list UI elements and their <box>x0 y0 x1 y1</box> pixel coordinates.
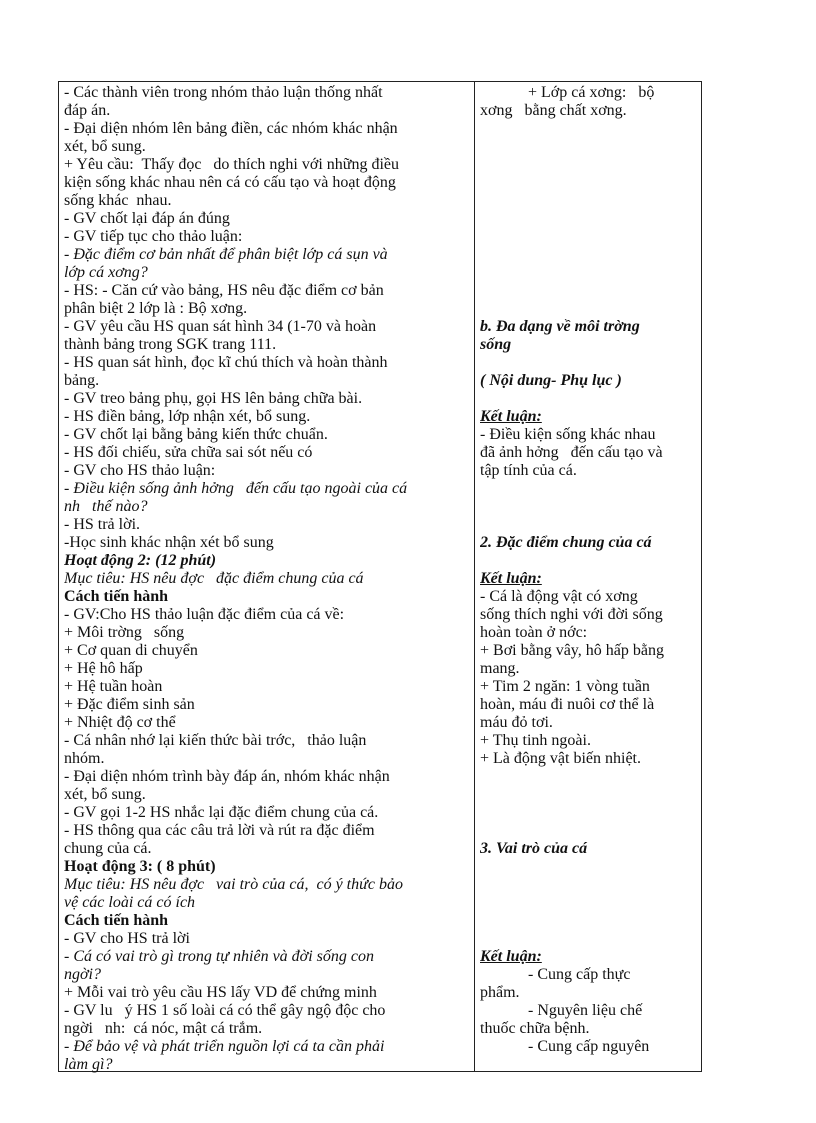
activity-line: Mục tiêu: HS nêu đợc đặc điểm chung của cá <box>64 570 364 587</box>
activities-column <box>64 84 470 1074</box>
activity-line: - GV chốt lại đáp án đúng <box>64 210 230 227</box>
content-line: đã ảnh hởng đến cấu tạo và <box>480 444 663 461</box>
activity-line: Cách tiến hành <box>64 912 169 929</box>
content-line <box>480 768 698 786</box>
activity-line: Hoạt động 3: ( 8 phút) <box>64 858 216 875</box>
content-line: tập tính của cá. <box>480 462 577 479</box>
activity-line: bảng. <box>64 372 100 389</box>
activity-line: ngời nh: cá nóc, mật cá trắm. <box>64 1020 263 1037</box>
content-line <box>480 498 698 516</box>
content-line <box>480 894 698 912</box>
content-line <box>480 876 698 894</box>
activity-line: vệ các loài cá có ích <box>64 894 196 911</box>
content-line: - Điều kiện sống khác nhau <box>480 426 656 443</box>
activity-line: - GV lu ý HS 1 số loài cá có thể gây ngộ độc cho <box>64 1002 386 1019</box>
content-line: + Là động vật biến nhiệt. <box>480 750 641 767</box>
activity-line: - Điều kiện sống ảnh hởng đến cấu tạo ngoài của cá <box>64 480 408 497</box>
content-line <box>480 930 698 948</box>
activity-line: sống khác nhau. <box>64 192 172 209</box>
content-line: + Lớp cá xơng: bộ <box>528 84 655 101</box>
activity-line: - GV yêu cầu HS quan sát hình 34 (1-70 và hoàn <box>64 318 377 335</box>
activity-line: + Hệ hô hấp <box>64 660 143 677</box>
activity-line: - Để bảo vệ và phát triển nguồn lợi cá ta cần phải <box>64 1038 385 1055</box>
activity-line: - Các thành viên trong nhóm thảo luận thống nhất <box>64 84 383 101</box>
activity-line: -Học sinh khác nhận xét bổ sung <box>64 534 274 551</box>
activity-line: phân biệt 2 lớp là : Bộ xơng. <box>64 300 248 317</box>
content-line <box>480 282 698 300</box>
activity-line: lớp cá xơng? <box>64 264 148 281</box>
activity-line: + Yêu cầu: Thấy đọc do thích nghi với những điều <box>64 156 399 173</box>
activity-line: - Cá có vai trò gì trong tự nhiên và đời sống con <box>64 948 374 965</box>
content-line <box>480 228 698 246</box>
activity-line: - HS: - Căn cứ vào bảng, HS nêu đặc điểm cơ bản <box>64 282 384 299</box>
content-line: b. Đa dạng về môi trờng <box>480 318 640 335</box>
content-line: xơng bằng chất xơng. <box>480 102 627 119</box>
activity-line: - GV cho HS thảo luận: <box>64 462 216 479</box>
activity-line: xét, bổ sung. <box>64 786 146 803</box>
content-line <box>480 354 698 372</box>
activity-line: làm gì? <box>64 1056 113 1073</box>
content-line <box>480 552 698 570</box>
content-line: hoàn toàn ở nớc: <box>480 624 588 641</box>
content-line <box>480 300 698 318</box>
content-line: - Nguyên liệu chế <box>528 1002 643 1019</box>
content-line <box>480 138 698 156</box>
activity-line: kiện sống khác nhau nên cá có cấu tạo và hoạt động <box>64 174 396 191</box>
activity-line: - Đại diện nhóm lên bảng điền, các nhóm khác nhận <box>64 120 398 137</box>
activity-line: - GV cho HS trả lời <box>64 930 190 947</box>
activity-line: - GV treo bảng phụ, gọi HS lên bảng chữa bài. <box>64 390 363 407</box>
content-line: - Cung cấp thực <box>528 966 631 983</box>
content-line <box>480 390 698 408</box>
content-line: + Tim 2 ngăn: 1 vòng tuần <box>480 678 650 695</box>
activity-line: chung của cá. <box>64 840 152 857</box>
column-divider <box>474 81 475 1072</box>
activity-line: - HS đối chiếu, sửa chữa sai sót nếu có <box>64 444 313 461</box>
content-line: Kết luận: <box>480 408 542 425</box>
content-line: sống thích nghi với đời sống <box>480 606 663 623</box>
content-line <box>480 516 698 534</box>
activity-line: - Đại diện nhóm trình bày đáp án, nhóm khác nhận <box>64 768 390 785</box>
content-line: hoàn, máu đi nuôi cơ thể là <box>480 696 655 713</box>
content-column <box>480 84 698 1056</box>
content-line: máu đỏ tơi. <box>480 714 553 731</box>
activity-line: Mục tiêu: HS nêu đợc vai trò của cá, có ý thức bảo <box>64 876 403 893</box>
content-line <box>480 822 698 840</box>
activity-line: - GV:Cho HS thảo luận đặc điểm của cá về: <box>64 606 345 623</box>
content-line <box>480 804 698 822</box>
activity-line: Hoạt động 2: (12 phút) <box>64 552 217 569</box>
content-line: + Thụ tinh ngoài. <box>480 732 591 749</box>
activity-line: đáp án. <box>64 102 111 119</box>
activity-line: + Đặc điểm sinh sản <box>64 696 195 713</box>
content-line: phẩm. <box>480 984 520 1001</box>
activity-line: - HS quan sát hình, đọc kĩ chú thích và hoàn thành <box>64 354 388 371</box>
activity-line: + Hệ tuần hoàn <box>64 678 163 695</box>
content-line: Kết luận: <box>480 948 542 965</box>
activity-line: - GV chốt lại bằng bảng kiến thức chuẩn. <box>64 426 328 443</box>
content-line <box>480 246 698 264</box>
activity-line: + Môi trờng sống <box>64 624 185 641</box>
content-line: sống <box>480 336 512 353</box>
content-line: 3. Vai trò của cá <box>480 840 588 857</box>
activity-line: xét, bổ sung. <box>64 138 146 155</box>
activity-line: + Cơ quan di chuyển <box>64 642 198 659</box>
content-line <box>480 480 698 498</box>
activity-line: - HS thông qua các câu trả lời và rút ra đặc điểm <box>64 822 375 839</box>
content-line <box>480 192 698 210</box>
content-line: ( Nội dung- Phụ lục ) <box>480 372 622 389</box>
activity-line: - GV gọi 1-2 HS nhắc lại đặc điểm chung của cá. <box>64 804 379 821</box>
content-line <box>480 912 698 930</box>
content-line: 2. Đặc điểm chung của cá <box>480 534 652 551</box>
content-line: - Cung cấp nguyên <box>528 1038 650 1055</box>
activity-line: - Cá nhân nhớ lại kiến thức bài trớc, thảo luận <box>64 732 367 749</box>
content-line <box>480 120 698 138</box>
activity-line: - GV tiếp tục cho thảo luận: <box>64 228 243 245</box>
content-line <box>480 210 698 228</box>
activity-line: + Mỗi vai trò yêu cầu HS lấy VD để chứng minh <box>64 984 377 1001</box>
content-line <box>480 858 698 876</box>
activity-line: ngời? <box>64 966 101 983</box>
activity-line: nh thế nào? <box>64 498 148 515</box>
activity-line: thành bảng trong SGK trang 111. <box>64 336 277 353</box>
content-line <box>480 786 698 804</box>
activity-line: - Đặc điểm cơ bản nhất để phân biệt lớp cá sụn và <box>64 246 388 263</box>
activity-line: Cách tiến hành <box>64 588 169 605</box>
content-line <box>480 264 698 282</box>
activity-line: nhóm. <box>64 750 105 767</box>
content-line: mang. <box>480 660 520 677</box>
content-line: - Cá là động vật có xơng <box>480 588 638 605</box>
activity-line: - HS điền bảng, lớp nhận xét, bổ sung. <box>64 408 311 425</box>
activity-line: - HS trả lời. <box>64 516 141 533</box>
content-line: thuốc chữa bệnh. <box>480 1020 590 1037</box>
content-line <box>480 156 698 174</box>
activity-line: + Nhiệt độ cơ thể <box>64 714 176 731</box>
content-line: Kết luận: <box>480 570 542 587</box>
content-line <box>480 174 698 192</box>
content-line: + Bơi bằng vây, hô hấp bằng <box>480 642 664 659</box>
